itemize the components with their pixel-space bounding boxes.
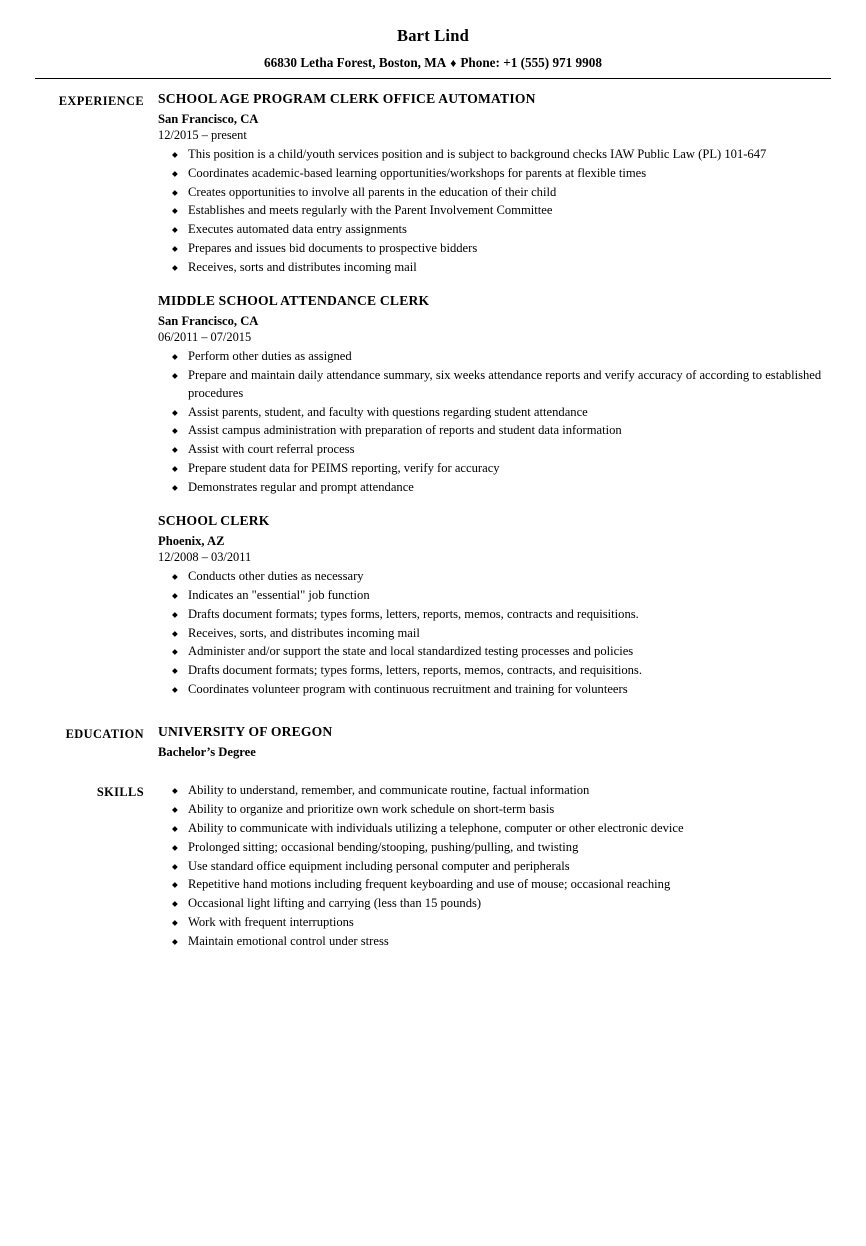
contact-phone: Phone: +1 (555) 971 9908	[460, 54, 602, 70]
section-experience	[36, 91, 828, 700]
experience-entry	[158, 513, 828, 699]
education-school: UNIVERSITY OF OREGON	[158, 724, 333, 739]
section-skills	[36, 782, 828, 952]
list-item: ◆ Prepare and maintain daily attendance summary, six weeks attendance reports and verify accuracy of according to established procedures	[158, 367, 828, 403]
experience-list	[158, 91, 828, 700]
contact-line	[0, 55, 866, 71]
list-item: ◆ Drafts document formats; types forms, letters, reports, memos, contracts, and requisitions.	[158, 662, 828, 680]
education-degree: Bachelor’s Degree	[158, 745, 256, 759]
skills-list	[158, 782, 828, 952]
list-item: ◆ Assist parents, student, and faculty with questions regarding student attendance	[158, 404, 828, 422]
job-dates: 06/2011 – 07/2015	[158, 329, 252, 344]
list-item: ◆ Repetitive hand motions including frequent keyboarding and use of mouse; occasional reaching	[158, 876, 828, 894]
list-item: ◆ Conducts other duties as necessary	[158, 568, 828, 586]
list-item: ◆ Indicates an "essential" job function	[158, 587, 828, 605]
experience-entry	[158, 91, 828, 277]
list-item: ◆ Creates opportunities to involve all parents in the education of their child	[158, 184, 828, 202]
education-entry	[158, 724, 828, 760]
list-item: ◆ Prepares and issues bid documents to prospective bidders	[158, 240, 828, 258]
list-item: ◆ Executes automated data entry assignments	[158, 221, 828, 239]
list-item: ◆ Establishes and meets regularly with the Parent Involvement Committee	[158, 202, 828, 220]
list-item: ◆ Ability to organize and prioritize own work schedule on short-term basis	[158, 801, 828, 819]
section-label-experience: EXPERIENCE	[58, 93, 144, 108]
list-item: ◆ Receives, sorts and distributes incoming mail	[158, 259, 828, 277]
list-item: ◆ Occasional light lifting and carrying (less than 15 pounds)	[158, 895, 828, 913]
candidate-name: Bart Lind	[397, 26, 469, 45]
list-item: ◆ Use standard office equipment including personal computer and peripherals	[158, 858, 828, 876]
job-location: San Francisco, CA	[158, 313, 259, 328]
list-item: ◆ Work with frequent interruptions	[158, 914, 828, 932]
job-bullets	[158, 146, 828, 277]
list-item: ◆ Demonstrates regular and prompt attendance	[158, 479, 828, 497]
list-item: ◆ Prepare student data for PEIMS reporting, verify for accuracy	[158, 460, 828, 478]
resume-body	[0, 91, 866, 952]
section-label-skills: SKILLS	[96, 785, 144, 799]
contact-separator-icon: ♦	[450, 55, 457, 70]
list-item: ◆ Prolonged sitting; occasional bending/stooping, pushing/pulling, and twisting	[158, 839, 828, 857]
job-location: San Francisco, CA	[158, 111, 259, 126]
experience-entry	[158, 293, 828, 497]
job-location: Phoenix, AZ	[158, 533, 225, 548]
list-item: ◆ Assist with court referral process	[158, 441, 828, 459]
list-item: ◆ Drafts document formats; types forms, letters, reports, memos, contracts and requisitions.	[158, 606, 828, 624]
list-item: ◆ This position is a child/youth services position and is subject to background checks IAW Public Law (PL) 101-647	[158, 146, 828, 164]
job-bullets	[158, 568, 828, 699]
job-dates: 12/2015 – present	[158, 127, 247, 142]
contact-address: 66830 Letha Forest, Boston, MA	[264, 54, 447, 70]
job-title: SCHOOL CLERK	[158, 512, 270, 528]
list-item: ◆ Ability to communicate with individuals utilizing a telephone, computer or other electronic device	[158, 820, 828, 838]
job-title: MIDDLE SCHOOL ATTENDANCE CLERK	[158, 292, 430, 308]
list-item: ◆ Coordinates academic-based learning opportunities/workshops for parents at flexible times	[158, 165, 828, 183]
list-item: ◆ Assist campus administration with preparation of reports and student data information	[158, 422, 828, 440]
job-dates: 12/2008 – 03/2011	[158, 549, 252, 564]
list-item: ◆ Maintain emotional control under stress	[158, 933, 828, 951]
list-item: ◆ Perform other duties as assigned	[158, 348, 828, 366]
list-item: ◆ Receives, sorts, and distributes incoming mail	[158, 625, 828, 643]
resume-header	[0, 0, 866, 79]
list-item: ◆ Coordinates volunteer program with continuous recruitment and training for volunteers	[158, 681, 828, 699]
education-list	[158, 724, 828, 760]
job-title: SCHOOL AGE PROGRAM CLERK OFFICE AUTOMATION	[158, 90, 536, 106]
job-bullets	[158, 348, 828, 497]
section-education	[36, 724, 828, 760]
list-item: ◆ Ability to understand, remember, and communicate routine, factual information	[158, 782, 828, 800]
header-divider	[35, 78, 831, 79]
section-label-education: EDUCATION	[65, 727, 144, 741]
skills-bullets	[158, 782, 828, 951]
list-item: ◆ Administer and/or support the state and local standardized testing processes and policies	[158, 643, 828, 661]
